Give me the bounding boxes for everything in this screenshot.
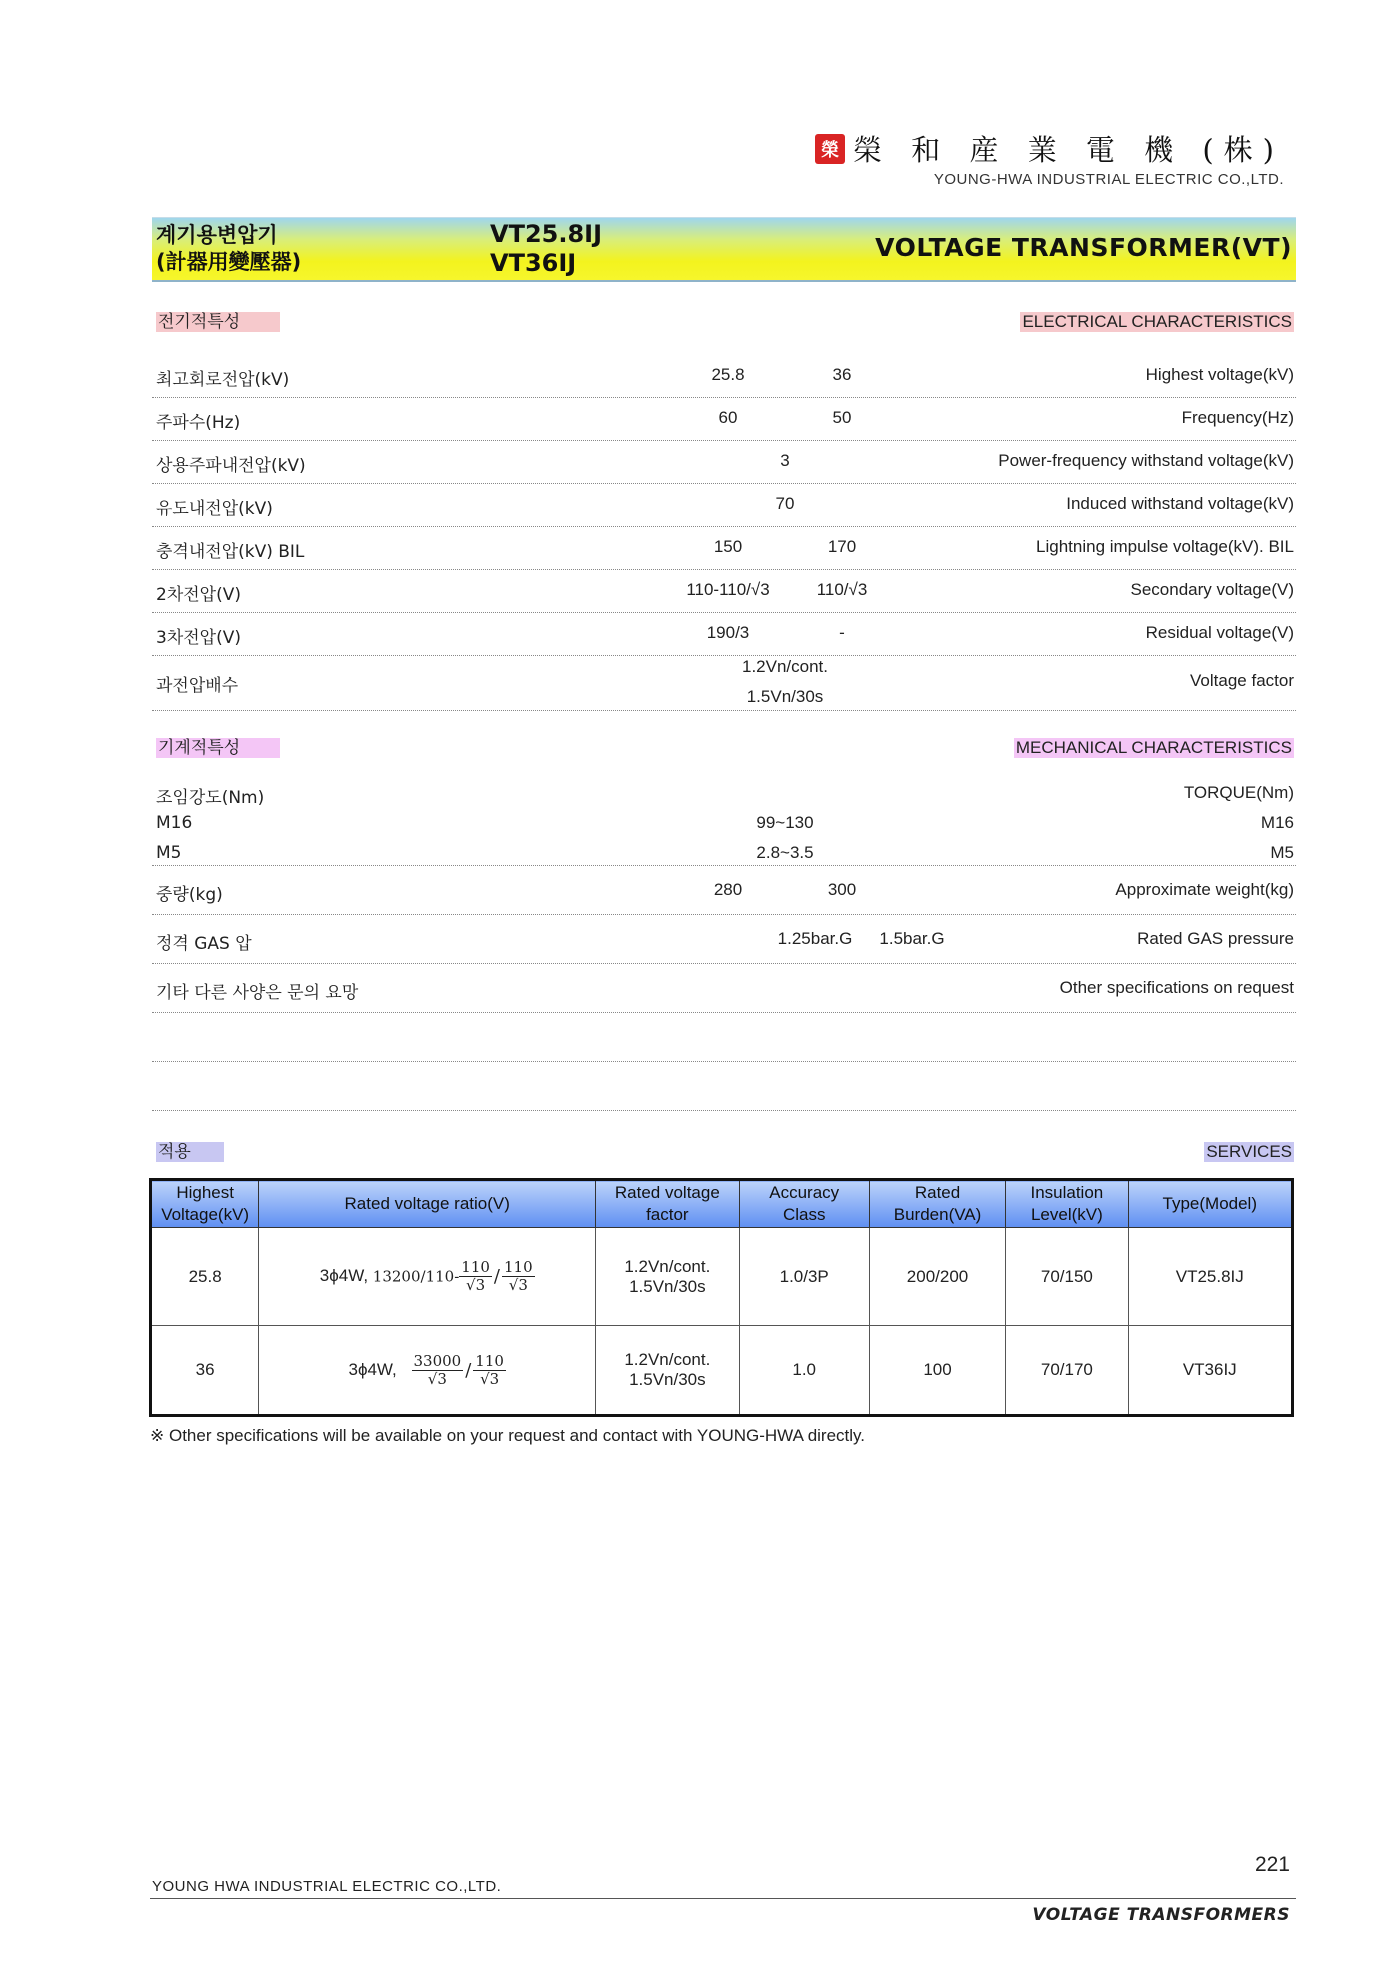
spec-row: 충격내전압(kV) BIL 150 170 Lightning impulse voltage(kV). BIL xyxy=(152,527,1296,570)
header-rated-voltage-ratio: Rated voltage ratio(V) xyxy=(259,1180,596,1228)
torque-row: 조임강도(Nm) TORQUE(Nm) M16 99~130 M16 M5 2.8~3.5 M5 xyxy=(152,775,1296,866)
title-models: VT25.8IJ VT36IJ xyxy=(490,220,603,277)
table-row: 36 3ϕ4W, $\frac{33000}{√3}$ / $\frac{110}{√3}$ 1.2Vn/cont. 1.5Vn/30s 1.0 100 70/170 VT36IJ xyxy=(151,1326,1293,1416)
services-table xyxy=(149,1178,1294,1417)
spec-row: 3차전압(V) 190/3 - Residual voltage(V) xyxy=(152,613,1296,656)
header-highest-voltage: Highest Voltage(kV) xyxy=(151,1180,259,1228)
footer-section-title: VOLTAGE TRANSFORMERS xyxy=(1032,1905,1290,1925)
mechanical-label-kr: 기계적특성 xyxy=(156,738,280,758)
footer-divider xyxy=(150,1898,1296,1899)
electrical-label-kr: 전기적특성 xyxy=(156,312,280,332)
table-header-row xyxy=(151,1180,1293,1228)
title-bar xyxy=(152,217,1296,282)
company-logo-icon: 榮 xyxy=(815,134,845,164)
fraction: $\frac{110}{√3}$ xyxy=(461,1258,490,1294)
fraction: $\frac{110}{√3}$ xyxy=(504,1258,533,1294)
header-type-model: Type(Model) xyxy=(1128,1180,1292,1228)
spec-row: 2차전압(V) 110-110/√3 110/√3 Secondary voltage(V) xyxy=(152,570,1296,613)
spec-row: 정격 GAS 압 1.25bar.G 1.5bar.G Rated GAS pressure xyxy=(152,915,1296,964)
company-header xyxy=(815,128,1284,188)
spec-row: 최고회로전압(kV) 25.8 36 Highest voltage(kV) xyxy=(152,355,1296,398)
spec-row: 과전압배수 1.2Vn/cont. 1.5Vn/30s Voltage factor xyxy=(152,656,1296,711)
company-name-en: YOUNG-HWA INDUSTRIAL ELECTRIC CO.,LTD. xyxy=(933,171,1284,188)
services-label-kr: 적용 xyxy=(156,1142,224,1162)
header-rated-burden: Rated Burden(VA) xyxy=(869,1180,1005,1228)
spec-row: 상용주파내전압(kV) 3 Power-frequency withstand voltage(kV) xyxy=(152,441,1296,484)
title-en: VOLTAGE TRANSFORMER(VT) xyxy=(875,233,1292,262)
company-name-kr: 榮 和 産 業 電 機 (株) xyxy=(853,133,1284,167)
footer-company: YOUNG HWA INDUSTRIAL ELECTRIC CO.,LTD. xyxy=(152,1878,502,1895)
title-kr: 계기용변압기 (計器用變壓器) xyxy=(156,223,302,274)
table-row: 25.8 3ϕ4W, 13200/110- $\frac{110}{√3}$ / $\frac{110}{√3}$ 1.2Vn/cont. 1.5Vn/30s 1.0/3P 200/200 70/150 VT25.8IJ xyxy=(151,1228,1293,1326)
fraction: $\frac{110}{√3}$ xyxy=(475,1351,504,1388)
header-insulation-level: Insulation Level(kV) xyxy=(1006,1180,1128,1228)
blank-row xyxy=(152,1062,1296,1111)
spec-row: 기타 다른 사양은 문의 요망 Other specifications on request xyxy=(152,964,1296,1013)
header-rated-voltage-factor: Rated voltage factor xyxy=(596,1180,739,1228)
page-number: 221 xyxy=(1254,1853,1290,1876)
electrical-label-en: ELECTRICAL CHARACTERISTICS xyxy=(1022,312,1292,331)
spec-row: 중량(kg) 280 300 Approximate weight(kg) xyxy=(152,866,1296,915)
fraction: $\frac{33000}{√3}$ xyxy=(413,1351,462,1388)
spec-row: 유도내전압(kV) 70 Induced withstand voltage(kV) xyxy=(152,484,1296,527)
header-accuracy-class: Accuracy Class xyxy=(739,1180,869,1228)
blank-row xyxy=(152,1013,1296,1062)
mechanical-label-en: MECHANICAL CHARACTERISTICS xyxy=(1015,738,1292,757)
footnote: ※ Other specifications will be available on your request and contact with YOUNG-HWA directly. xyxy=(150,1426,866,1445)
spec-row: 주파수(Hz) 60 50 Frequency(Hz) xyxy=(152,398,1296,441)
services-label-en: SERVICES xyxy=(1206,1142,1292,1161)
